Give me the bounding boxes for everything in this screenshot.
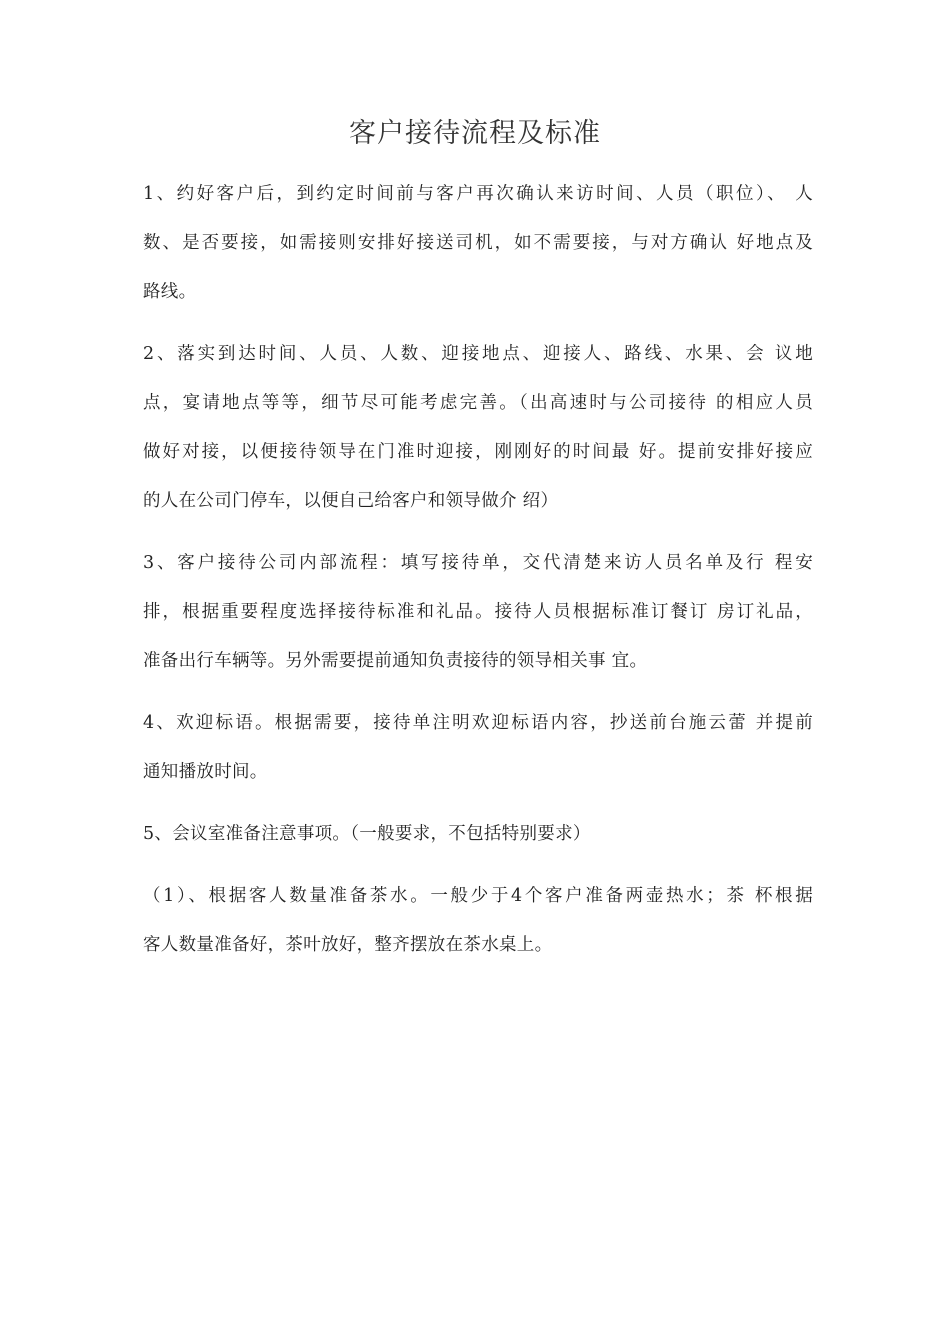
paragraph-line: （1）、根据客人数量准备茶水。一般少于4个客户准备两壶热水；茶 杯根据 <box>143 886 813 906</box>
paragraph-line: 客人数量准备好，茶叶放好，整齐摆放在茶水桌上。 <box>143 935 553 955</box>
paragraph-line: 做好对接，以便接待领导在门准时迎接，刚刚好的时间最 好。提前安排好接应 <box>143 442 813 462</box>
paragraph-line: 1、约好客户后，到约定时间前与客户再次确认来访时间、人员（职位）、 人 <box>143 184 813 204</box>
paragraph-line: 的人在公司门停车，以便自己给客户和领导做介 绍） <box>143 491 559 511</box>
paragraph-line: 2、落实到达时间、人员、人数、迎接地点、迎接人、路线、水果、会 议地 <box>143 344 813 364</box>
paragraph-line: 3、客户接待公司内部流程：填写接待单，交代清楚来访人员名单及行 程安 <box>143 553 813 573</box>
paragraph-line: 排，根据重要程度选择接待标准和礼品。接待人员根据标准订餐订 房订礼品， <box>143 602 813 622</box>
paragraph-line: 4、欢迎标语。根据需要，接待单注明欢迎标语内容，抄送前台施云蕾 并提前 <box>143 713 813 733</box>
paragraph-line: 路线。 <box>143 282 197 302</box>
paragraph-line: 通知播放时间。 <box>143 762 268 782</box>
paragraph-line: 准备出行车辆等。另外需要提前通知负责接待的领导相关事 宜。 <box>143 651 648 671</box>
paragraph-line: 点，宴请地点等等，细节尽可能考虑完善。（出高速时与公司接待 的相应人员 <box>143 393 813 413</box>
paragraph-line: 5、会议室准备注意事项。（一般要求，不包括特别要求） <box>143 824 591 844</box>
paragraph-line: 数、是否要接，如需接则安排好接送司机，如不需要接，与对方确认 好地点及 <box>143 233 813 253</box>
document-title: 客户接待流程及标准 <box>349 118 601 149</box>
